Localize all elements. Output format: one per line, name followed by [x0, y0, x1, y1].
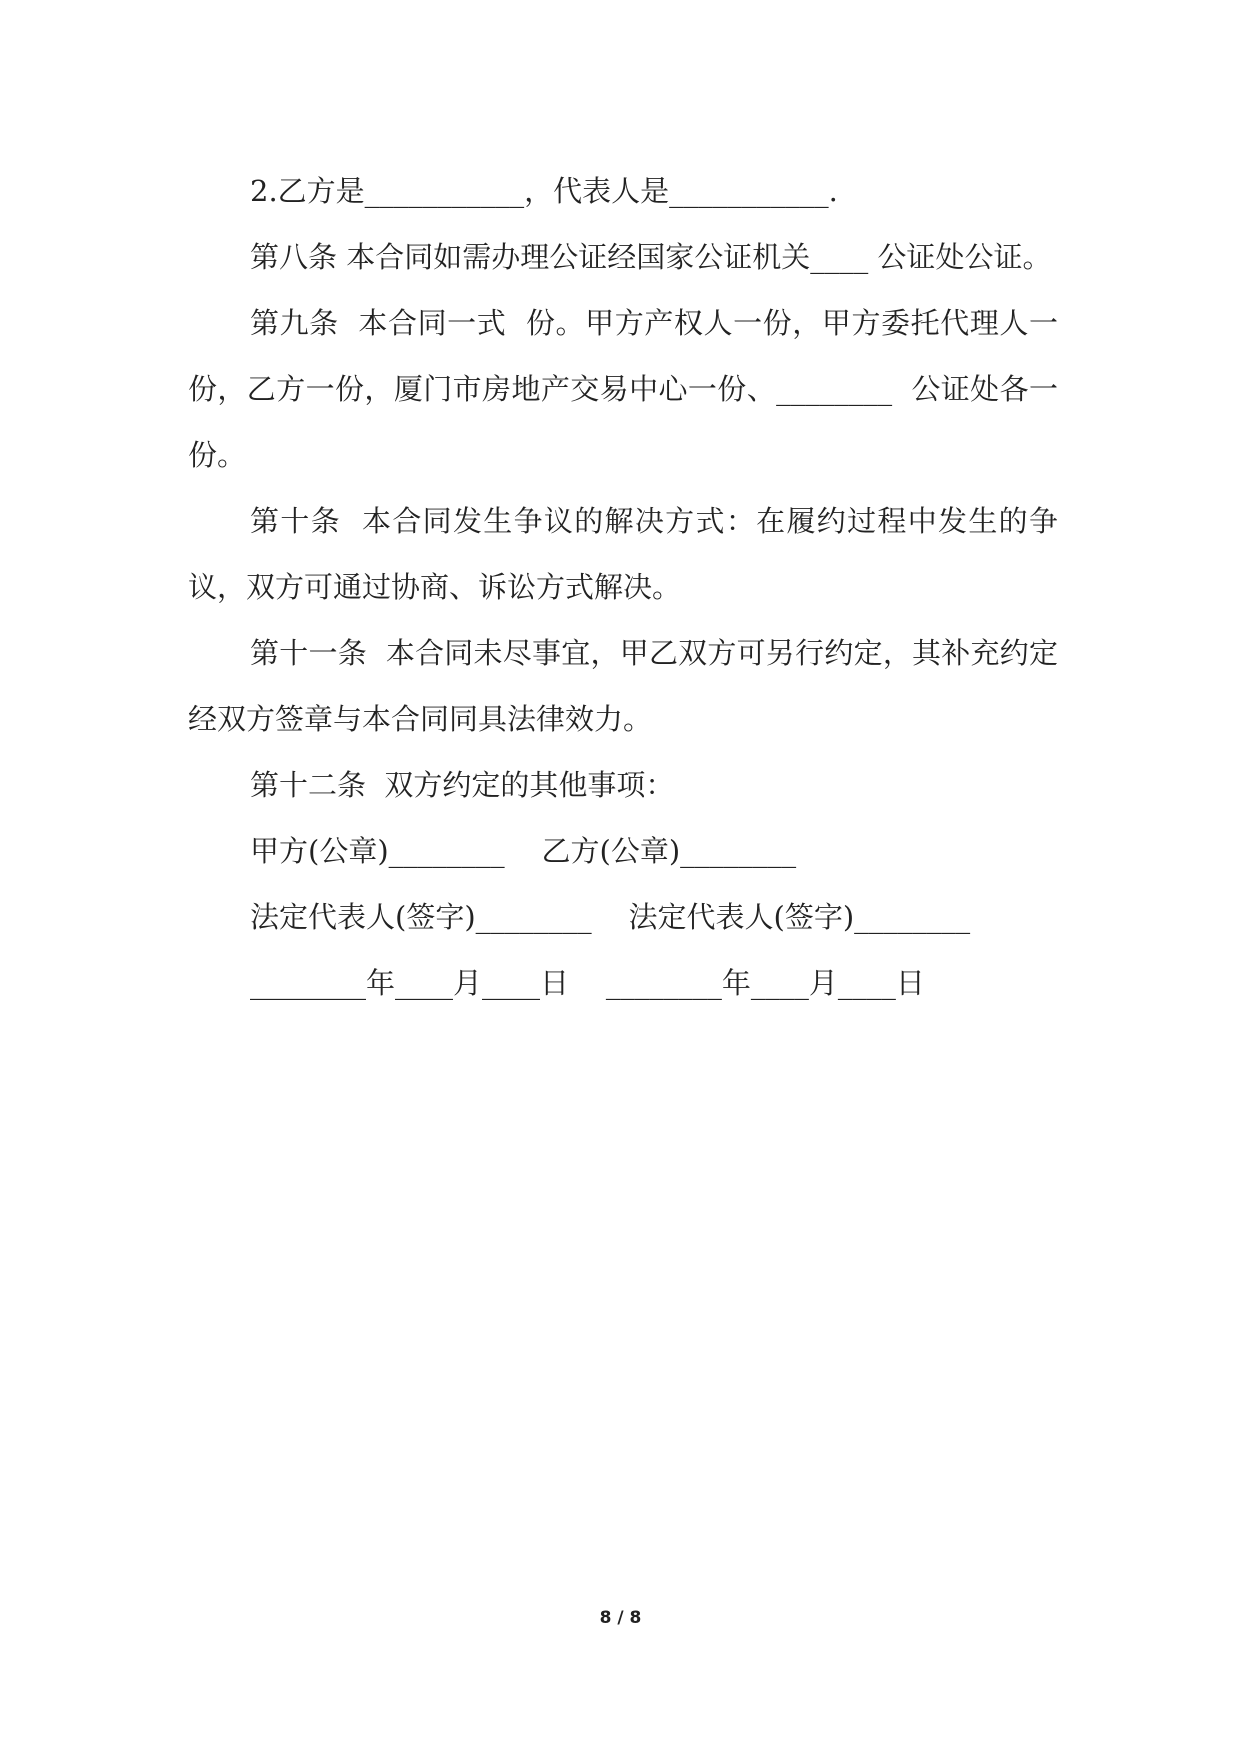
paragraph-article-9: 第九条 本合同一式 份。甲方产权人一份，甲方委托代理人一份，乙方一份，厦门市房地产交易中心一份、________ 公证处各一份。: [188, 306, 1058, 472]
paragraph-party-b: 2.乙方是___________，代表人是___________.: [250, 174, 838, 208]
page-number: 8 / 8: [599, 1608, 642, 1628]
signature-date-line: ________年____月____日 ________年____月____日: [250, 966, 925, 1000]
paragraph-article-11: 第十一条 本合同未尽事宜，甲乙双方可另行约定，其补充约定经双方签章与本合同同具法律效力。: [188, 636, 1058, 736]
paragraph-article-12: 第十二条 双方约定的其他事项：: [250, 768, 675, 802]
signature-representative-line: 法定代表人(签字)________ 法定代表人(签字)________: [250, 900, 971, 934]
signature-seal-line: 甲方(公章)________ 乙方(公章)________: [250, 834, 797, 868]
contract-body: [188, 158, 1058, 1016]
paragraph-article-8: 第八条 本合同如需办理公证经国家公证机关____ 公证处公证。: [250, 240, 1052, 274]
paragraph-article-10: 第十条 本合同发生争议的解决方式：在履约过程中发生的争议，双方可通过协商、诉讼方式解决。: [188, 504, 1058, 604]
